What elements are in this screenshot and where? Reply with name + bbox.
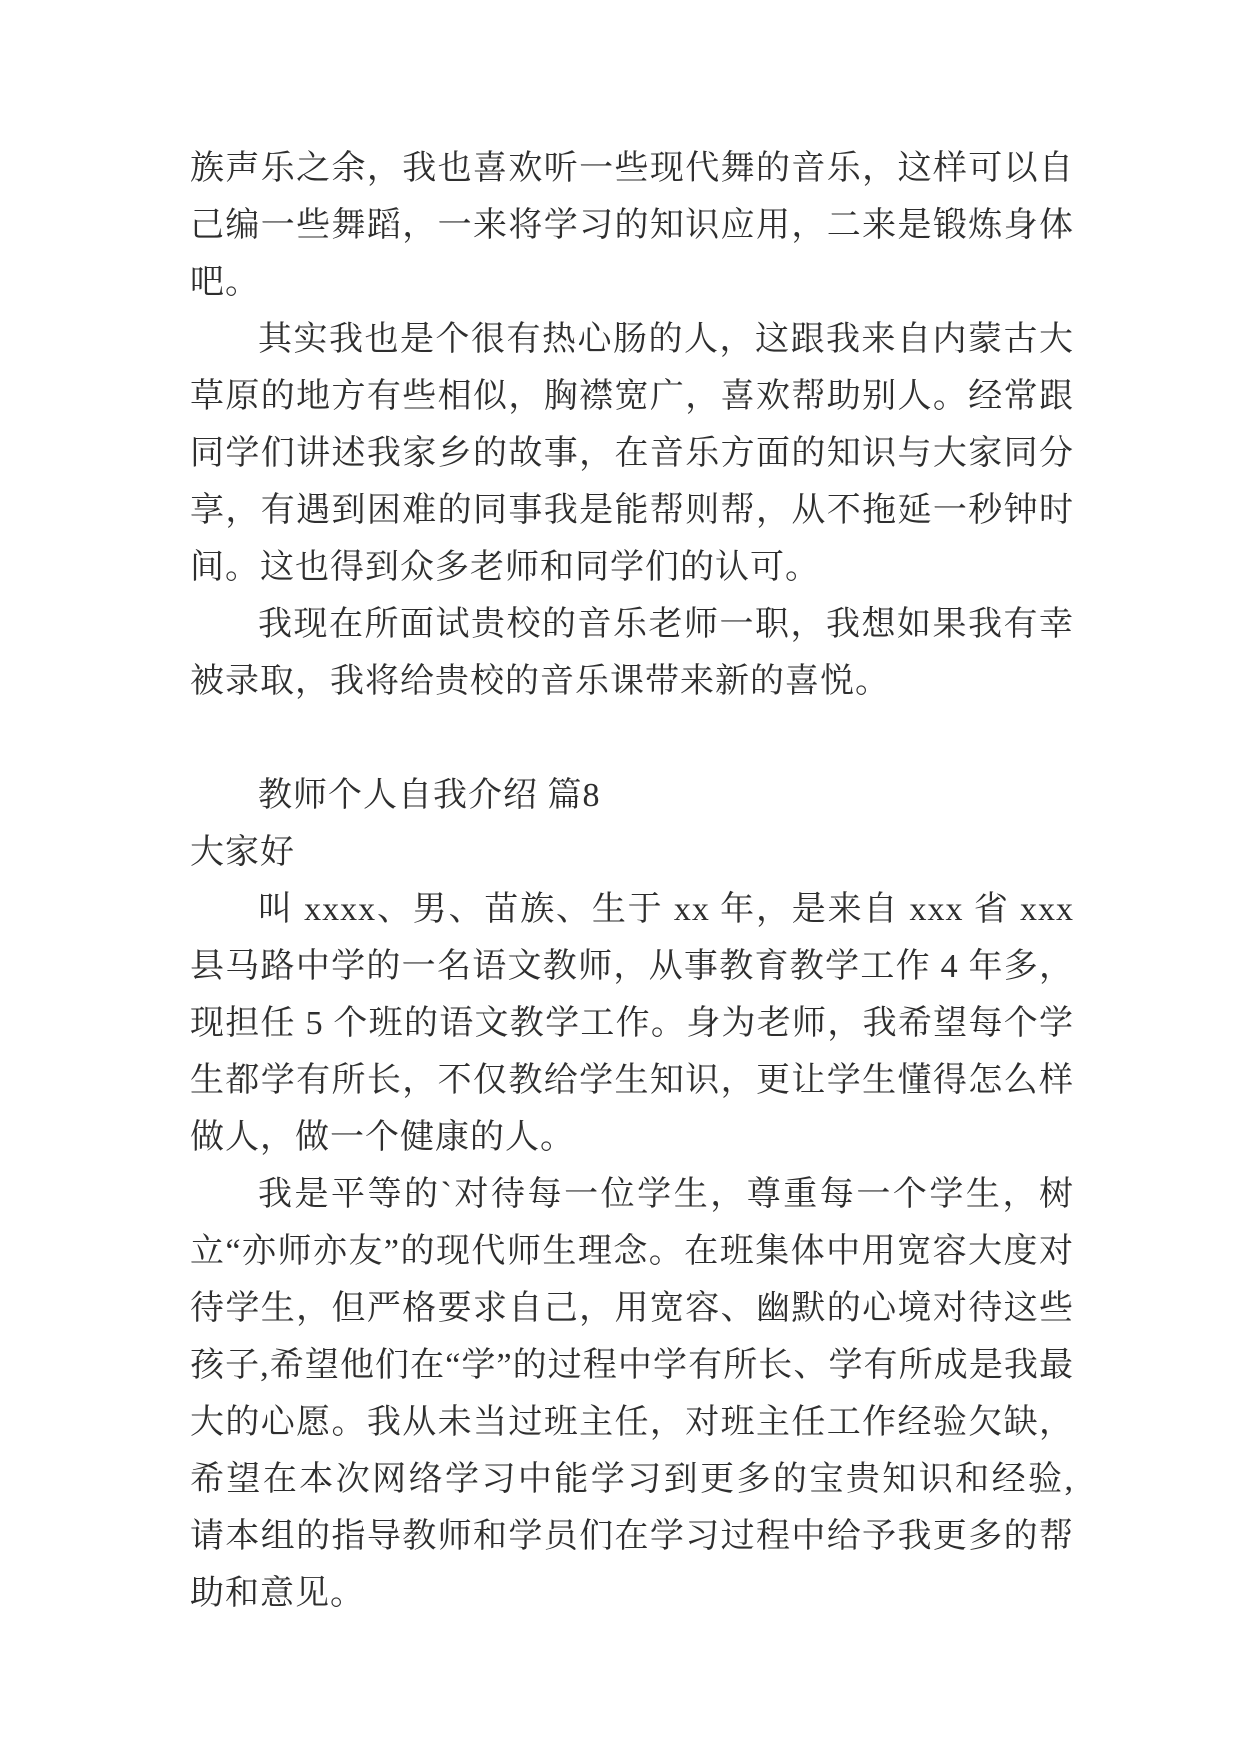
paragraph: 其实我也是个很有热心肠的人，这跟我来自内蒙古大草原的地方有些相似，胸襟宽广，喜欢帮助别人。经常跟同学们讲述我家乡的故事，在音乐方面的知识与大家同分享，有遇到困难的同事我是能帮则帮，从不拖延一秒钟时间。这也得到众多老师和同学们的认可。 — [190, 321, 1074, 586]
paragraph-continuation: 族声乐之余，我也喜欢听一些现代舞的音乐，这样可以自己编一些舞蹈，一来将学习的知识应用，二来是锻炼身体吧。 — [190, 150, 1074, 301]
paragraph: 我现在所面试贵校的音乐老师一职，我想如果我有幸被录取，我将给贵校的音乐课带来新的喜悦。 — [190, 606, 1074, 700]
paragraph-greeting: 大家好 — [190, 834, 295, 871]
document-body — [190, 140, 1074, 1622]
paragraph: 我是平等的`对待每一位学生，尊重每一个学生，树立“亦师亦友”的现代师生理念。在班集体中用宽容大度对待学生，但严格要求自己，用宽容、幽默的心境对待这些孩子,希望他们在“学”的过程中学有所长、学有所成是我最大的心愿。我从未当过班主任，对班主任工作经验欠缺，希望在本次网络学习中能学习到更多的宝贵知识和经验,请本组的指导教师和学员们在学习过程中给予我更多的帮助和意见。 — [190, 1176, 1074, 1612]
section-heading: 教师个人自我介绍 篇8 — [258, 777, 601, 814]
paragraph: 叫 xxxx、男、苗族、生于 xx 年，是来自 xxx 省 xxx 县马路中学的一名语文教师，从事教育教学工作 4 年多，现担任 5 个班的语文教学工作。身为老师，我希望每个学生都学有所长，不仅教给学生知识，更让学生懂得怎么样做人，做一个健康的人。 — [190, 891, 1074, 1156]
